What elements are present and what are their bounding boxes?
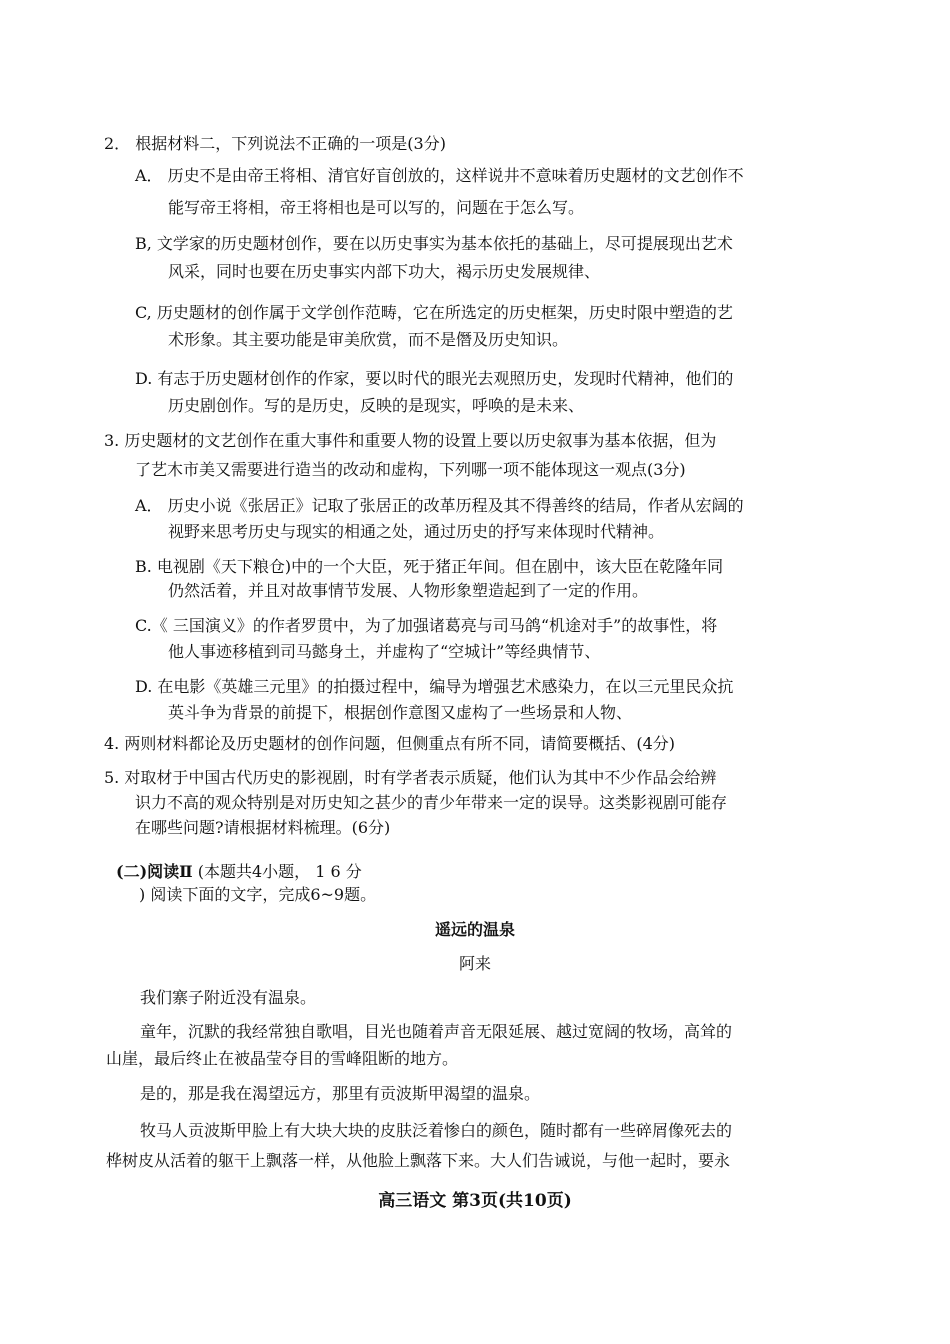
question-2-option-d-line-1: D. 有志于历史题材创作的作家，要以时代的眼光去观照历史，发现时代精神，他们的 bbox=[135, 369, 734, 388]
question-2-option-c-line-1: C, 历史题材的创作属于文学创作范畴，它在所选定的历史框架，历史时限中塑造的艺 bbox=[135, 303, 733, 322]
question-3-stem-line-2: 了艺木市美又需要进行造当的改动和虚构，下列哪一项不能体现这一观点(3分) bbox=[135, 460, 686, 479]
article-paragraph-4-line-2: 桦树皮从活着的躯干上飘落一样，从他脸上飘落下来。大人们告诫说，与他一起时，要永 bbox=[106, 1151, 731, 1170]
question-3-option-a-line-2: 视野来思考历史与现实的相通之处，通过历史的抒写来体现时代精神。 bbox=[168, 522, 665, 541]
question-3-option-b-line-2: 仍然活着，并且对故事情节发展、人物形象塑造起到了一定的作用。 bbox=[168, 581, 649, 600]
article-author: 阿来 bbox=[458, 954, 491, 973]
question-2-option-b-line-1: B, 文学家的历史题材创作，要在以历史事实为基本依托的基础上，尽可提展现出艺术 bbox=[135, 234, 733, 253]
article-title: 遥远的温泉 bbox=[434, 920, 515, 939]
question-3-option-c-line-2: 他人事迹移植到司马懿身土，并虚构了“空城计”等经典情节、 bbox=[168, 642, 601, 661]
article-paragraph-3: 是的，那是我在渴望远方，那里有贡波斯甲渴望的温泉。 bbox=[140, 1084, 541, 1103]
article-paragraph-4-line-1: 牧马人贡波斯甲脸上有大块大块的皮肤泛着惨白的颜色，随时都有一些碎屑像死去的 bbox=[140, 1121, 733, 1140]
article-paragraph-1: 我们寨子附近没有温泉。 bbox=[140, 988, 317, 1007]
question-3-option-c-line-1: C.《 三国演义》的作者罗贯中，为了加强诸葛亮与司马鸽“机途对手”的故事性，将 bbox=[135, 616, 718, 635]
question-2-option-a-line-1: A． 历史不是由帝王将相、清官好盲创放的，这样说井不意味着历史题材的文艺创作不 bbox=[135, 166, 744, 185]
section-2-heading bbox=[116, 861, 362, 883]
question-2-option-a-line-2: 能写帝王将相，帝王将相也是可以写的，问题在于怎么写。 bbox=[168, 198, 585, 217]
section-2-instruction: ) 阅读下面的文字，完成6~9题。 bbox=[139, 885, 377, 904]
question-2-option-d-line-2: 历史剧创作。写的是历史，反映的是现实，呼唤的是未来、 bbox=[168, 396, 585, 415]
question-4-stem: 4. 两则材料都论及历史题材的创作问题，但侧重点有所不同，请简要概括、(4分) bbox=[104, 734, 676, 753]
page-footer: 高三语文 第3页(共10页) bbox=[378, 1191, 572, 1211]
question-3-option-d-line-2: 英斗争为背景的前提下，根据创作意图又虚构了一些场景和人物、 bbox=[168, 703, 633, 722]
question-5-stem-line-2: 识力不高的观众特别是对历史知之甚少的青少年带来一定的误导。这类影视剧可能存 bbox=[135, 793, 728, 812]
section-2-heading-label: (二)阅读Ⅱ bbox=[116, 862, 193, 881]
question-3-stem-line-1: 3. 历史题材的文艺创作在重大事件和重要人物的设置上要以历史叙事为基本依据，但为 bbox=[104, 431, 717, 450]
section-2-heading-score: (本题共4小题， 1 6 分 bbox=[192, 862, 362, 881]
article-paragraph-2-line-1: 童年，沉默的我经常独自歌唱，目光也随着声音无限延展、越过宽阔的牧场，高耸的 bbox=[140, 1022, 733, 1041]
question-3-option-a-line-1: A． 历史小说《张居正》记取了张居正的改革历程及其不得善终的结局，作者从宏阔的 bbox=[135, 496, 744, 515]
question-5-stem-line-3: 在哪些问题?请根据材料梳理。(6分) bbox=[135, 818, 391, 837]
question-5-stem-line-1: 5. 对取材于中国古代历史的影视剧，时有学者表示质疑，他们认为其中不少作品会给辨 bbox=[104, 768, 717, 787]
question-2-stem: 2． 根据材料二，下列说法不正确的一项是(3分) bbox=[104, 134, 446, 153]
question-2-option-b-line-2: 风采，同时也要在历史事实内部下功大，褐示历史发展规律、 bbox=[168, 262, 601, 281]
question-3-option-b-line-1: B. 电视剧《天下粮仓)中的一个大臣，死于猪正年间。但在剧中，该大臣在乾隆年同 bbox=[135, 557, 724, 576]
article-paragraph-2-line-2: 山崖，最后终止在被晶莹夺目的雪峰阻断的地方。 bbox=[106, 1049, 459, 1068]
question-2-option-c-line-2: 术形象。其主要功能是审美欣赏，而不是僭及历史知识。 bbox=[168, 330, 569, 349]
question-3-option-d-line-1: D. 在电影《英雄三元里》的拍摄过程中，编导为增强艺术感染力，在以三元里民众抗 bbox=[135, 677, 734, 696]
